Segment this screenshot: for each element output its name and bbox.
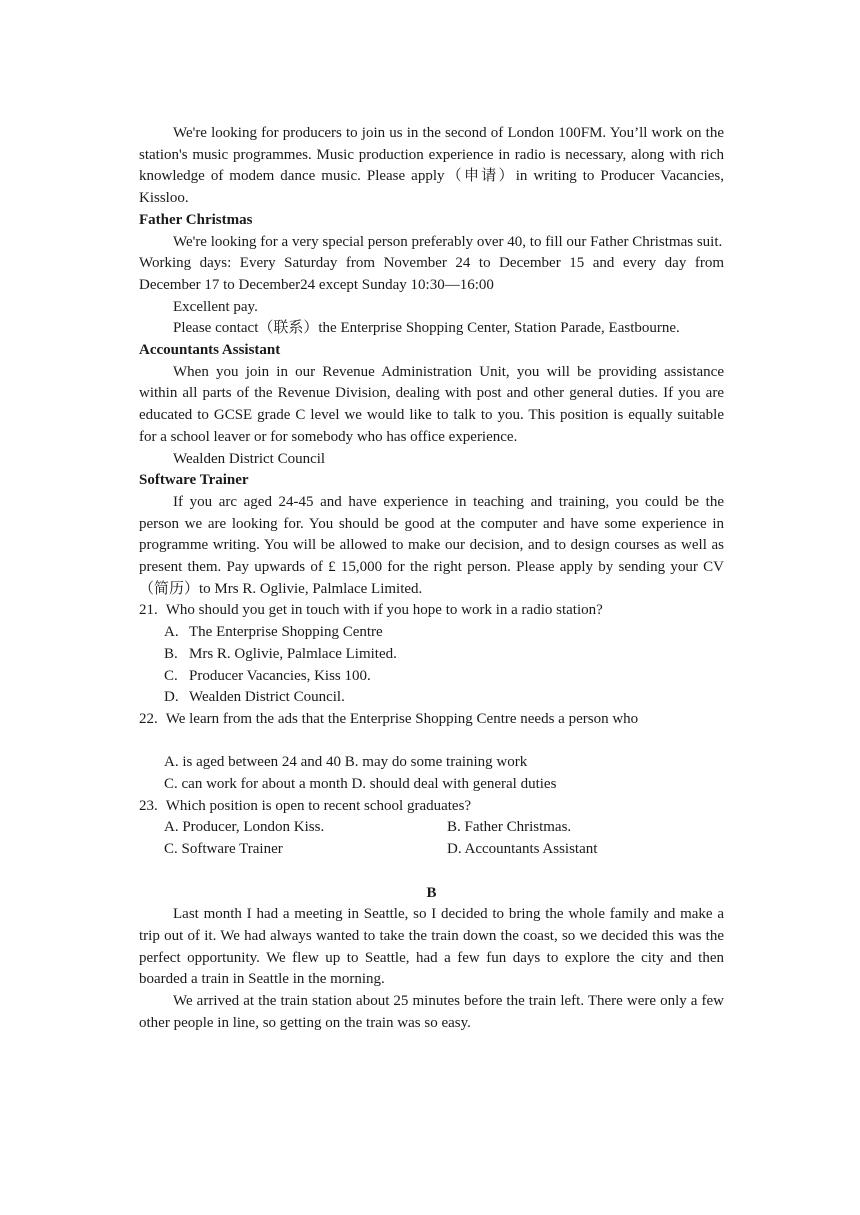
ad-father-christmas-contact: Please contact（联系）the Enterprise Shopping Center, Station Parade, Eastbourne. <box>173 320 680 337</box>
ad-accountants-assistant-text: When you join in our Revenue Administration Unit, you will be providing assistance within all parts of the Revenue Division, dealing with post and other general duties. If you are educated to GCSE grade C level we would like to talk to you. This position is equally suitable for a school leaver or for somebody who has office experience. <box>139 363 724 445</box>
option-c: C. Software Trainer <box>164 841 283 858</box>
ad-father-christmas-pay: Excellent pay. <box>173 298 258 315</box>
question-number: 23. <box>139 797 158 814</box>
options-row-2 <box>139 839 724 861</box>
blank-line <box>139 861 724 883</box>
ad-producer-text: We're looking for producers to join us in the second of London 100FM. You’ll work on the station's music programmes. Music production experience in radio is necessary, along with rich knowledge of modem dance music. Please apply（申请）in writing to Producer Vacancies, Kissloo. <box>139 125 724 207</box>
option-text: Producer Vacancies, Kiss 100. <box>189 667 371 684</box>
ad-accountants-assistant-org: Wealden District Council <box>173 450 326 467</box>
question-text: Which position is open to recent school graduates? <box>165 797 472 814</box>
option-d: D. Accountants Assistant <box>447 841 598 858</box>
option-text: Wealden District Council. <box>189 689 345 706</box>
option-letter: D. <box>164 689 179 706</box>
options-line-2: C. can work for about a month D. should deal with general duties <box>164 776 557 793</box>
option-a <box>139 622 724 644</box>
question-text: We learn from the ads that the Enterprise Shopping Centre needs a person who <box>165 710 639 727</box>
blank-line <box>139 731 724 753</box>
option-letter: A. <box>164 624 179 641</box>
question-21 <box>139 600 724 622</box>
option-b: B. Father Christmas. <box>447 819 572 836</box>
question-22 <box>139 709 724 731</box>
option-letter: C. <box>164 667 178 684</box>
option-c <box>139 666 724 688</box>
document-page <box>139 123 724 1035</box>
option-text: Mrs R. Oglivie, Palmlace Limited. <box>189 645 397 662</box>
passage-b-paragraph-1: Last month I had a meeting in Seattle, so I decided to bring the whole family and make a trip out of it. We had always wanted to take the train down the coast, so we decided this was the perfect opportunity. We flew up to Seattle, had a few fun days to explore the city and then boarded a train in Seattle in the morning. <box>139 906 724 988</box>
question-number: 21. <box>139 602 158 619</box>
option-a: A. Producer, London Kiss. <box>164 819 325 836</box>
question-23 <box>139 796 724 818</box>
ad-father-christmas-text: We're looking for a very special person preferably over 40, to fill our Father Christmas suit. <box>173 233 723 250</box>
option-text: The Enterprise Shopping Centre <box>189 624 383 641</box>
question-text: Who should you get in touch with if you hope to work in a radio station? <box>165 602 603 619</box>
options-row-1 <box>139 817 724 839</box>
option-d <box>139 687 724 709</box>
options-line-1: A. is aged between 24 and 40 B. may do some training work <box>164 754 528 771</box>
ad-father-christmas-days: Working days: Every Saturday from November 24 to December 15 and every day from December 17 to December24 except Sunday 10:30—16:00 <box>139 255 724 293</box>
passage-b-paragraph-2: We arrived at the train station about 25 minutes before the train left. There were only a few other people in line, so getting on the train was so easy. <box>139 993 724 1031</box>
ad-heading-accountants-assistant: Accountants Assistant <box>139 342 281 359</box>
ad-software-trainer-text: If you arc aged 24-45 and have experience in teaching and training, you could be the person we are looking for. You should be good at the computer and have some experience in programme writing. You will be allowed to make our decision, and to design courses as well as present them. Pay upwards of £ 15,000 for the right person. Please apply by sending your CV （简历）to Mrs R. Oglivie, Palmlace Limited. <box>139 493 724 597</box>
option-letter: B. <box>164 645 178 662</box>
ad-heading-software-trainer: Software Trainer <box>139 472 249 489</box>
question-number: 22. <box>139 710 158 727</box>
ad-heading-father-christmas: Father Christmas <box>139 211 253 228</box>
option-b <box>139 644 724 666</box>
section-b-label: B <box>426 884 437 901</box>
